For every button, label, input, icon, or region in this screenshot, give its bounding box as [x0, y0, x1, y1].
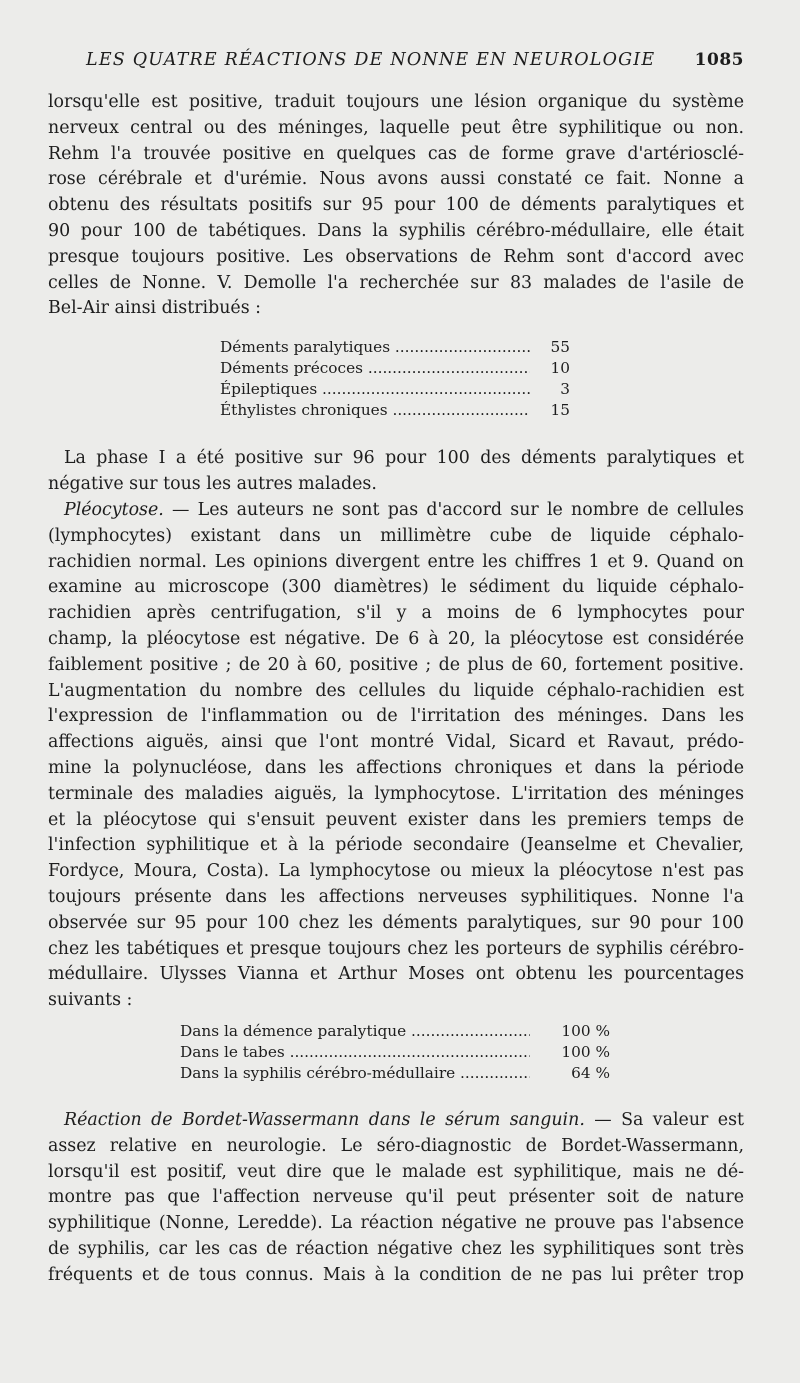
text-line: 90 pour 100 de tabétiques. Dans la syphilis cérébro-médullaire, elle était [48, 220, 744, 241]
text-line: Bel-Air ainsi distribués : [48, 298, 262, 319]
text-line: nerveux central ou des méninges, laquelle peut être syphilitique ou non. [48, 117, 744, 138]
percentages-table [180, 1021, 610, 1084]
text-line [48, 1108, 744, 1134]
table-row-value: 10 [550, 359, 570, 377]
running-header [0, 50, 800, 76]
text-line: celles de Nonne. V. Demolle l'a recherchée sur 83 malades de l'asile de [48, 272, 744, 293]
text-line: obtenu des résultats positifs sur 95 pour 100 de déments paralytiques et [48, 195, 744, 216]
table-row [180, 1042, 610, 1063]
table-row [220, 379, 570, 400]
text-line: L'augmentation du nombre des cellules du liquide céphalo-rachidien est [48, 680, 744, 701]
text-line [48, 498, 744, 524]
table-row-label: Déments précoces ..... [220, 358, 530, 379]
table-row-label: Dans la syphilis cérébro-médullaire ..... [180, 1063, 530, 1084]
text-line: faiblement positive ; de 20 à 60, positive ; de plus de 60, fortement positive. [48, 654, 744, 675]
text-line: montre pas que l'affection nerveuse qu'il peut présenter soit de nature [48, 1187, 744, 1208]
text-line: presque toujours positive. Les observations de Rehm sont d'accord avec [48, 246, 744, 267]
text-line: lorsqu'il est positif, veut dire que le malade est syphilitique, mais ne dé- [48, 1161, 744, 1182]
text-span: — Les auteurs ne sont pas d'accord sur le nombre de cellules [163, 500, 744, 520]
paragraph-pleocytose [48, 498, 744, 1014]
table-row-label: Épileptiques ..... [220, 379, 530, 400]
table-row [180, 1021, 610, 1042]
page-number: 1085 [694, 50, 744, 70]
text-line: rose cérébrale et d'urémie. Nous avons aussi constaté ce fait. Nonne a [48, 169, 744, 190]
paragraph-bordet-wassermann [48, 1108, 744, 1289]
table-row-label: Dans la démence paralytique ..... [180, 1021, 530, 1042]
text-line: assez relative en neurologie. Le séro-diagnostic de Bordet-Wassermann, [48, 1135, 744, 1156]
text-line: syphilitique (Nonne, Leredde). La réaction négative ne prouve pas l'absence [48, 1213, 744, 1234]
text-line: observée sur 95 pour 100 chez les déments paralytiques, sur 90 pour 100 [48, 912, 744, 933]
text-line: examine au microscope (300 diamètres) le sédiment du liquide céphalo- [48, 577, 744, 598]
table-row [220, 358, 570, 379]
table-row-label: Déments paralytiques ..... [220, 337, 530, 358]
table-row-value: 15 [550, 401, 570, 419]
section-heading: Pléocytose. [64, 500, 164, 520]
table-row [180, 1063, 610, 1084]
text-line: (lymphocytes) existant dans un millimètre cube de liquide céphalo- [48, 525, 744, 546]
text-line: médullaire. Ulysses Vianna et Arthur Moses ont obtenu les pourcentages [48, 964, 744, 985]
text-line: champ, la pléocytose est négative. De 6 à 20, la pléocytose est considérée [48, 628, 744, 649]
table-row-value: 100 % [561, 1022, 610, 1040]
table-row-label: Éthylistes chroniques ..... [220, 400, 530, 421]
section-heading: Réaction de Bordet-Wassermann dans le sérum sanguin. [64, 1110, 585, 1130]
table-row [220, 337, 570, 358]
text-line: toujours présente dans les affections nerveuses syphilitiques. Nonne l'a [48, 886, 744, 907]
table-row-value: 55 [550, 338, 570, 356]
running-title: LES QUATRE RÉACTIONS DE NONNE EN NEUROLOGIE [86, 50, 656, 70]
table-row-value: 100 % [561, 1043, 610, 1061]
text-line: terminale des maladies aiguës, la lymphocytose. L'irritation des méninges [48, 783, 744, 804]
text-line: de syphilis, car les cas de réaction négative chez les syphilitiques sont très [48, 1238, 744, 1259]
paragraph-1 [48, 90, 744, 322]
paragraph-2 [48, 446, 744, 498]
text-line: l'expression de l'inflammation ou de l'irritation des méninges. Dans les [48, 706, 744, 727]
text-line: rachidien après centrifugation, s'il y a moins de 6 lymphocytes pour [48, 603, 744, 624]
table-row-value: 64 % [571, 1064, 610, 1082]
text-line: suivants : [48, 990, 133, 1011]
text-line: La phase I a été positive sur 96 pour 100 des déments paralytiques et [64, 448, 744, 468]
text-line: rachidien normal. Les opinions divergent entre les chiffres 1 et 9. Quand on [48, 551, 744, 572]
table-row-value: 3 [560, 380, 570, 398]
text-line: mine la polynucléose, dans les affections chroniques et dans la période [48, 757, 744, 778]
table-row [220, 400, 570, 421]
text-line: affections aiguës, ainsi que l'ont montré Vidal, Sicard et Ravaut, prédo- [48, 732, 744, 753]
text-line: et la pléocytose qui s'ensuit peuvent exister dans les premiers temps de [48, 809, 744, 830]
text-line: l'infection syphilitique et à la période secondaire (Jeanselme et Chevalier, [48, 835, 744, 856]
text-line: chez les tabétiques et presque toujours chez les porteurs de syphilis cérébro- [48, 938, 744, 959]
text-line: lorsqu'elle est positive, traduit toujours une lésion organique du système [48, 92, 744, 112]
patients-table [220, 337, 570, 421]
text-line: Fordyce, Moura, Costa). La lymphocytose ou mieux la pléocytose n'est pas [48, 861, 744, 882]
text-line: Rehm l'a trouvée positive en quelques cas de forme grave d'artériosclé- [48, 143, 744, 164]
table-row-label: Dans le tabes ..... [180, 1042, 530, 1063]
text-line: fréquents et de tous connus. Mais à la condition de ne pas lui prêter trop [48, 1264, 744, 1285]
text-line: négative sur tous les autres malades. [48, 473, 377, 494]
text-span: — Sa valeur est [584, 1110, 744, 1130]
